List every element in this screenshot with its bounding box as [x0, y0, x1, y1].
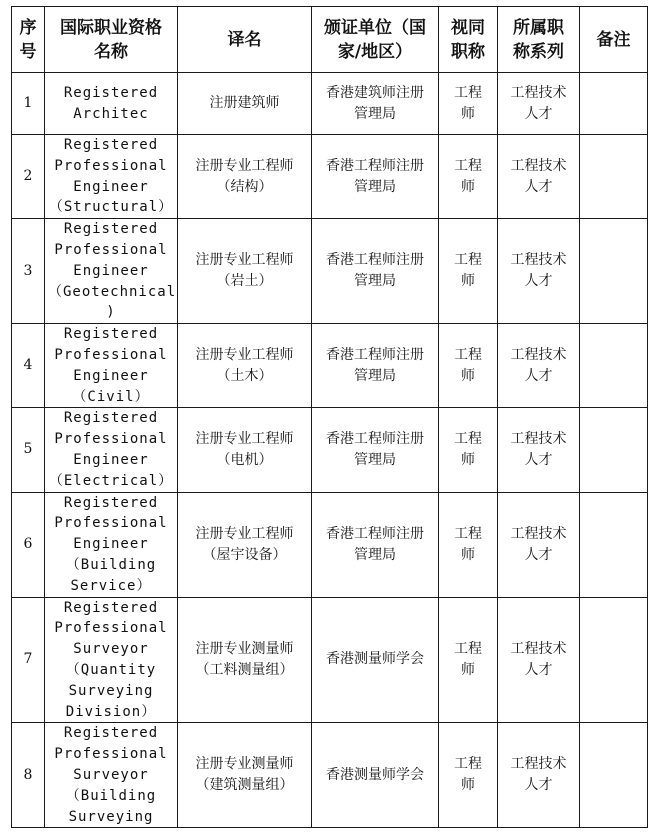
qualification-name-cell [45, 135, 178, 219]
text-line: Division） [65, 703, 157, 720]
qualification-name-cell [45, 597, 178, 723]
qualification-name-cell [45, 492, 178, 597]
text-line: 香港测量师学会 [326, 766, 424, 783]
text-line: （工料测量组） [195, 661, 294, 678]
text-line: 工程 [454, 756, 482, 773]
text-line: Surveyor [73, 766, 149, 783]
issuer-cell [312, 324, 439, 408]
text-line: 序 [19, 17, 37, 38]
text-line: 家/地区） [337, 41, 413, 62]
no-cell: 8 [12, 723, 45, 828]
translated-name-cell [178, 408, 312, 492]
text-line: 工程技术 [510, 84, 567, 101]
text-line: Professional [54, 620, 168, 637]
text-line: 注册专业工程师 [195, 430, 294, 447]
text-line: Surveying [68, 808, 154, 825]
text-line: Professional [54, 241, 168, 258]
equivalent-title-cell [439, 135, 498, 219]
text-line: 译名 [227, 29, 262, 50]
text-line: 师 [461, 777, 475, 794]
title-series-cell [498, 324, 580, 408]
text-line: 香港工程师注册 [326, 430, 424, 447]
text-line: 工程技术 [510, 640, 567, 657]
text-line: Registered [63, 137, 159, 153]
text-line: 注册专业工程师 [195, 157, 294, 174]
text-line: （Civil） [72, 388, 150, 405]
text-line: 师 [461, 178, 475, 195]
text-line: Engineer [73, 178, 149, 195]
title-series-cell [498, 492, 580, 597]
remark-cell [580, 73, 648, 135]
issuer-cell [312, 135, 439, 219]
text-line: 人才 [524, 777, 553, 794]
title-series-cell [498, 219, 580, 324]
remark-cell [580, 324, 648, 408]
remark-cell [580, 135, 648, 219]
issuer-cell [312, 723, 439, 828]
table-row [12, 219, 648, 324]
text-line: 工程技术 [510, 525, 567, 542]
remark-cell [580, 408, 648, 492]
text-line: 师 [461, 367, 475, 384]
text-line: 人才 [524, 546, 553, 563]
title-series-cell [498, 73, 580, 135]
translated-name-cell [178, 492, 312, 597]
text-line: （Electrical） [48, 472, 174, 489]
table-row [12, 597, 648, 723]
text-line: 工程 [454, 84, 482, 101]
text-line: 工程 [454, 346, 482, 363]
issuer-cell [312, 597, 439, 723]
table-row [12, 492, 648, 597]
no-cell: 5 [12, 408, 45, 492]
text-line: 工程技术 [510, 756, 567, 773]
text-line: （结构） [216, 178, 273, 195]
text-line: （屋宇设备） [202, 546, 287, 563]
text-line: Engineer [73, 536, 149, 553]
title-series-cell [498, 135, 580, 219]
text-line: （Building [65, 556, 157, 573]
text-line: 名称 [94, 41, 128, 62]
text-line: 注册专业工程师 [195, 525, 294, 542]
no-cell: 2 [12, 135, 45, 219]
text-line: 人才 [524, 661, 553, 678]
text-line: 人才 [524, 451, 553, 468]
text-line: （电机） [216, 451, 273, 468]
text-line: Professional [54, 746, 168, 763]
text-line: 师 [461, 451, 475, 468]
text-line: 师 [461, 105, 475, 122]
text-line: 师 [461, 546, 475, 563]
text-line: Registered [63, 599, 159, 616]
qualification-name-cell [45, 408, 178, 492]
header-remark [580, 7, 648, 73]
text-line: 香港建筑师注册 [326, 84, 424, 101]
equivalent-title-cell [439, 597, 498, 723]
header-qualification [45, 7, 178, 73]
text-line: Registered [63, 494, 159, 511]
text-line: 管理局 [354, 178, 396, 195]
no-cell: 7 [12, 597, 45, 723]
table-row [12, 73, 648, 135]
text-line: 香港工程师注册 [326, 525, 424, 542]
no-cell: 1 [12, 73, 45, 135]
text-line: Professional [54, 515, 168, 532]
text-line: Professional [54, 431, 168, 448]
translated-name-cell [178, 324, 312, 408]
text-line: 工程 [454, 640, 482, 657]
text-line: Surveying [68, 682, 154, 699]
text-line: Registered [63, 221, 159, 238]
header-equivalent [439, 7, 498, 73]
equivalent-title-cell [439, 723, 498, 828]
text-line: （Geotechnical [48, 283, 177, 300]
text-line: 香港工程师注册 [326, 252, 424, 269]
text-line: 工程 [454, 430, 482, 447]
text-line: 管理局 [354, 105, 396, 122]
text-line: （土木） [216, 367, 273, 384]
table-row [12, 723, 648, 828]
translated-name-cell [178, 135, 312, 219]
qualification-name-cell [45, 73, 178, 135]
text-line: 视同 [451, 17, 485, 38]
text-line: 注册建筑师 [209, 95, 280, 111]
text-line: 工程技术 [510, 157, 567, 174]
text-line: Registered [63, 84, 159, 101]
table-row [12, 135, 648, 219]
text-line: 备注 [596, 29, 631, 50]
no-cell: 6 [12, 492, 45, 597]
title-series-cell [498, 723, 580, 828]
header-row [12, 7, 648, 73]
text-line: 职称 [451, 41, 485, 62]
qualification-name-cell [45, 219, 178, 324]
equivalent-title-cell [439, 73, 498, 135]
text-line: 工程 [454, 525, 482, 542]
text-line: 师 [461, 661, 475, 678]
table-row [12, 408, 648, 492]
issuer-cell [312, 219, 439, 324]
equivalent-title-cell [439, 324, 498, 408]
text-line: 人才 [524, 178, 553, 195]
text-line: 颁证单位（国 [324, 17, 426, 38]
text-line: 工程技术 [510, 252, 567, 269]
text-line: Registered [63, 326, 159, 343]
text-line: 注册专业工程师 [195, 346, 294, 363]
text-line: 注册专业工程师 [195, 252, 294, 269]
text-line: （Quantity [65, 661, 157, 678]
equivalent-title-cell [439, 492, 498, 597]
no-cell: 3 [12, 219, 45, 324]
no-cell: 4 [12, 324, 45, 408]
text-line: 称系列 [513, 41, 564, 62]
text-line: 工程 [454, 157, 482, 174]
issuer-cell [312, 73, 439, 135]
text-line: 人才 [524, 105, 553, 122]
text-line: 工程技术 [510, 346, 567, 363]
title-series-cell [498, 408, 580, 492]
remark-cell [580, 597, 648, 723]
equivalent-title-cell [439, 219, 498, 324]
text-line: Professional [54, 346, 168, 363]
title-series-cell [498, 597, 580, 723]
text-line: 管理局 [354, 546, 396, 563]
text-line: 管理局 [354, 451, 396, 468]
header-translation [178, 7, 312, 73]
text-line: 注册专业测量师 [195, 640, 294, 657]
remark-cell [580, 492, 648, 597]
remark-cell [580, 723, 648, 828]
text-line: 香港工程师注册 [326, 157, 424, 174]
text-line: 管理局 [354, 367, 396, 384]
text-line: 人才 [524, 367, 553, 384]
issuer-cell [312, 408, 439, 492]
translated-name-cell [178, 73, 312, 135]
qualification-name-cell [45, 324, 178, 408]
text-line: （Structural） [48, 199, 174, 216]
equivalent-title-cell [439, 408, 498, 492]
text-line: Surveyor [73, 641, 149, 658]
text-line: 工程 [454, 252, 482, 269]
text-line: 人才 [524, 273, 553, 290]
remark-cell [580, 219, 648, 324]
text-line: Architec [73, 105, 149, 122]
text-line: 工程技术 [510, 430, 567, 447]
text-line: （岩土） [216, 273, 273, 290]
text-line: Professional [54, 157, 168, 174]
text-line: 香港测量师学会 [326, 651, 424, 668]
text-line: 号 [19, 41, 37, 62]
text-line: 师 [461, 273, 475, 290]
text-line: 所属职 [513, 17, 564, 38]
text-line: Registered [63, 725, 159, 742]
text-line: Registered [63, 410, 159, 427]
text-line: （建筑测量组） [195, 777, 294, 794]
header-issuer [312, 7, 439, 73]
issuer-cell [312, 492, 439, 597]
text-line: 国际职业资格 [60, 17, 162, 38]
qualification-name-cell [45, 723, 178, 828]
text-line: 管理局 [354, 273, 396, 290]
qualification-table [11, 6, 648, 828]
text-line: （Building [65, 787, 157, 804]
text-line: Service） [70, 577, 152, 594]
header-series [498, 7, 580, 73]
translated-name-cell [178, 219, 312, 324]
header-no [12, 7, 45, 73]
text-line: 香港工程师注册 [326, 346, 424, 363]
text-line: Engineer [73, 367, 149, 384]
text-line: 注册专业测量师 [195, 756, 294, 773]
translated-name-cell [178, 723, 312, 828]
text-line: Engineer [73, 262, 149, 279]
text-line: Engineer [73, 451, 149, 468]
text-line: ) [106, 304, 116, 321]
translated-name-cell [178, 597, 312, 723]
table-row [12, 324, 648, 408]
